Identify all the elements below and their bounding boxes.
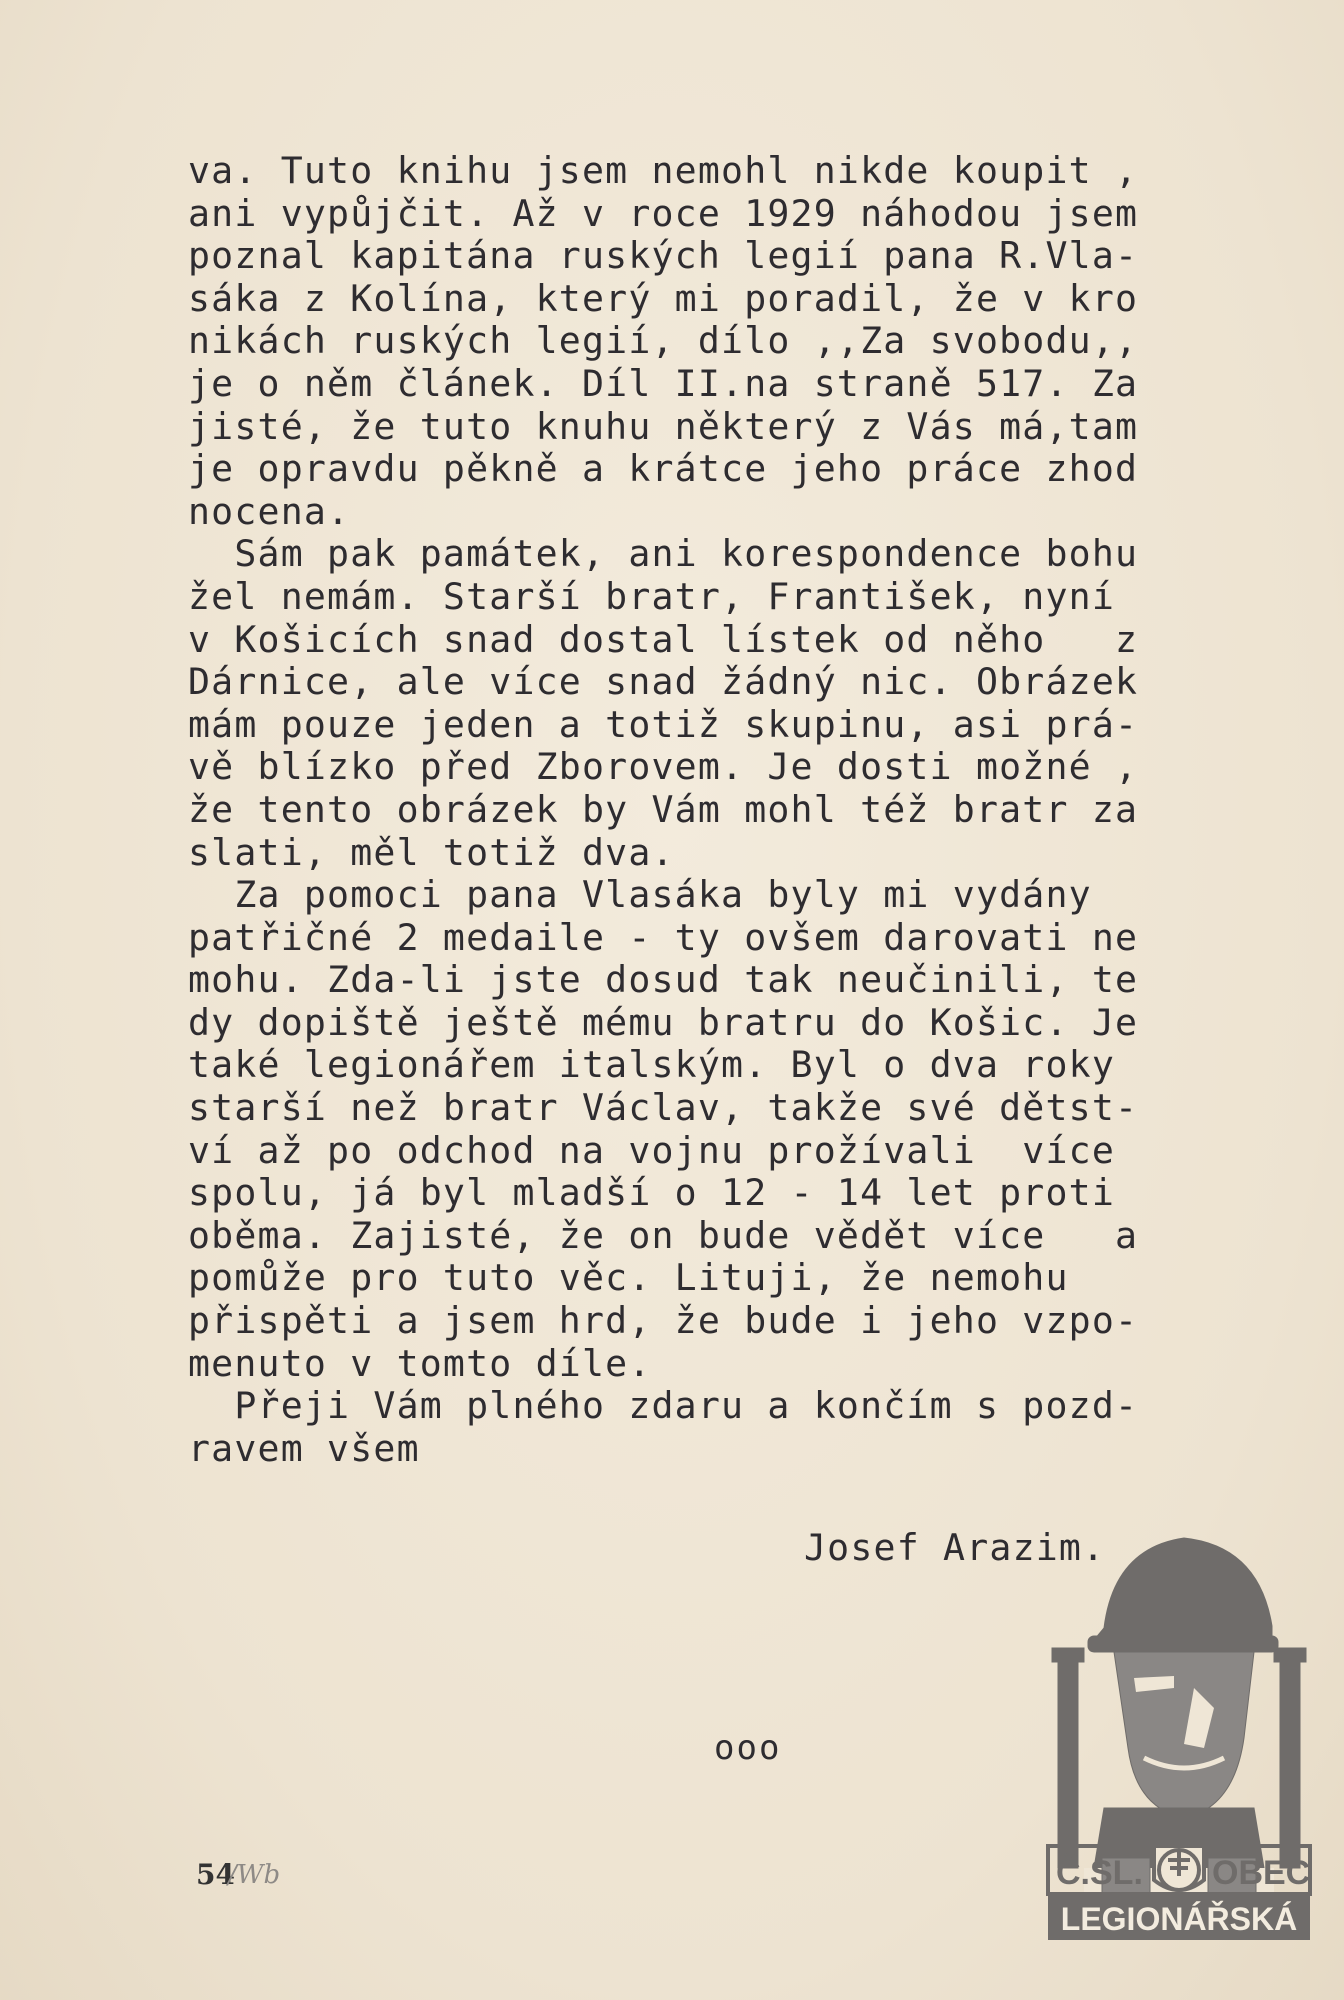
text-line: je o něm článek. Díl II.na straně 517. Za — [188, 361, 1139, 405]
text-line: v Košicích snad dostal lístek od něho z — [188, 617, 1139, 661]
text-line: ví až po odchod na vojnu prožívali více — [188, 1128, 1115, 1172]
text-line: že tento obrázek by Vám mohl též bratr za — [188, 787, 1139, 831]
signature: Josef Arazim. — [804, 1526, 1106, 1569]
text-line: Za pomoci pana Vlasáka byly mi vydány — [188, 873, 1092, 917]
legion-association-logo — [1044, 1508, 1314, 1940]
text-line: patřičné 2 medaile - ty ovšem darovati ne — [188, 915, 1139, 959]
end-mark: ooo — [714, 1728, 782, 1768]
typed-letter-body — [188, 150, 1198, 1470]
text-line: jisté, že tuto knuhu některý z Vás má,tam — [188, 404, 1139, 448]
legionnaire-logo-graphic — [1044, 1508, 1314, 1940]
text-line: slati, měl totiž dva. — [188, 830, 675, 874]
text-line: mám pouze jeden a totiž skupinu, asi prá- — [188, 702, 1139, 746]
text-line: Sám pak památek, ani korespondence bohu — [188, 532, 1139, 576]
pencil-annotation: /Wb — [228, 1860, 281, 1890]
text-line: spolu, já byl mladší o 12 - 14 let proti — [188, 1171, 1115, 1215]
text-line: pomůže pro tuto věc. Lituji, že nemohu — [188, 1256, 1069, 1300]
text-line: sáka z Kolína, který mi poradil, že v kro — [188, 276, 1139, 320]
text-line: Dárnice, ale více snad žádný nic. Obrázek — [188, 660, 1139, 704]
text-line: poznal kapitána ruských legií pana R.Vla- — [188, 234, 1139, 278]
text-line: vě blízko před Zborovem. Je dosti možné , — [188, 745, 1139, 789]
text-line: va. Tuto knihu jsem nemohl nikde koupit , — [188, 149, 1139, 192]
page-number: 54 — [196, 1858, 235, 1891]
stamp-text-left: Č.SL. — [1056, 1854, 1143, 1892]
text-line: ravem všem — [188, 1426, 420, 1470]
text-line: Přeji Vám plného zdaru a končím s pozd- — [188, 1384, 1139, 1428]
text-line: nocena. — [188, 489, 351, 533]
text-line: starší než bratr Václav, takže své dětst- — [188, 1086, 1139, 1130]
text-line: oběma. Zajisté, že on bude vědět více a — [188, 1213, 1139, 1257]
text-line: také legionářem italským. Byl o dva roky — [188, 1043, 1115, 1087]
text-line: je opravdu pěkně a krátce jeho práce zhod — [188, 447, 1139, 491]
stamp-text-right: OBEC — [1212, 1854, 1311, 1892]
text-line: žel nemám. Starší bratr, František, nyní — [188, 574, 1115, 618]
text-line: menuto v tomto díle. — [188, 1341, 652, 1385]
text-line: mohu. Zda-li jste dosud tak neučinili, te — [188, 958, 1139, 1002]
text-line: nikách ruských legií, dílo ,,Za svobodu,, — [188, 319, 1139, 363]
text-line: přispěti a jsem hrd, že bude i jeho vzpo- — [188, 1299, 1139, 1343]
stamp-text-bottom: LEGIONÁŘSKÁ — [1060, 1901, 1298, 1937]
text-line: dy dopiště ještě mému bratru do Košic. Je — [188, 1000, 1139, 1044]
text-line: ani vypůjčit. Až v roce 1929 náhodou jsem — [188, 191, 1139, 235]
